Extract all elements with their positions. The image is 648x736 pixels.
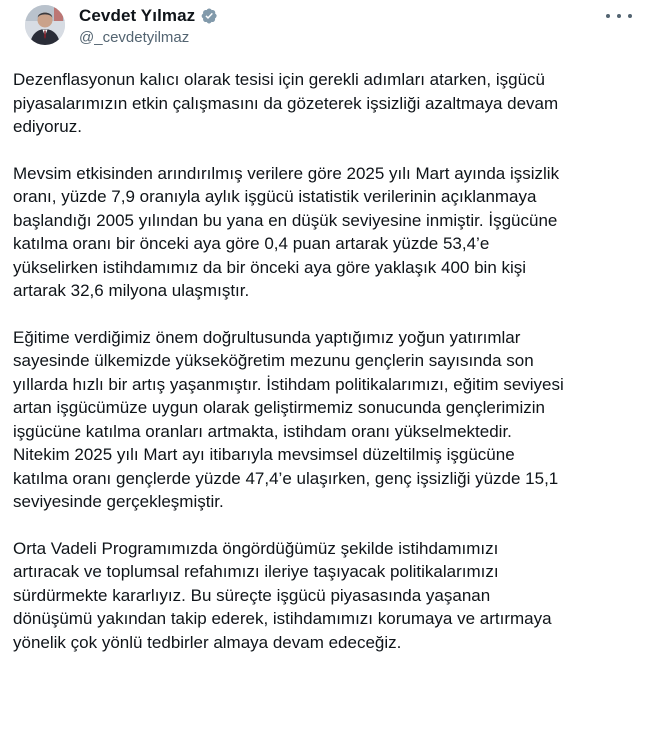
dot xyxy=(617,14,621,18)
text-line: piyasalarımızın etkin çalışmasını da gözeterek işsizliği azaltmaya devam xyxy=(13,93,559,113)
avatar[interactable] xyxy=(25,5,65,45)
author-handle[interactable]: @_cevdetyilmaz xyxy=(79,29,190,46)
author-block xyxy=(79,5,218,46)
text-line: artıracak ve toplumsal refahımızı ileriye taşıyacak politikalarımızı xyxy=(13,562,499,581)
text-line: dönüşümü yakından takip ederek, istihdamımızı korumaya ve artırmaya xyxy=(13,609,552,628)
dot xyxy=(606,14,610,18)
text-line: yönelik çok yönlü tedbirler almaya devam edeceğiz. xyxy=(13,632,402,652)
paragraph-3 xyxy=(13,326,635,514)
text-line: artan işgücümüze uygun olarak geliştirmemiz sonucunda gençlerimizin xyxy=(13,398,545,417)
more-options-icon[interactable] xyxy=(606,6,632,26)
avatar-image xyxy=(25,5,65,45)
text-line: seviyesinde gerçekleşmiştir. xyxy=(13,492,224,511)
display-name[interactable]: Cevdet Yılmaz xyxy=(79,6,196,25)
post-header xyxy=(12,0,648,58)
text-line: artarak 32,6 milyona ulaşmıştır. xyxy=(13,281,250,300)
paragraph-2 xyxy=(13,162,635,303)
verified-badge-icon xyxy=(200,7,218,25)
post-text xyxy=(13,68,635,677)
paragraph-4 xyxy=(13,537,635,655)
text-line: yıllarda hızlı bir artış yaşanmıştır. İstihdam politikalarımızı, eğitim seviyesi xyxy=(13,374,564,394)
text-line: katılma oranı gençlerde yüzde 47,4’e ulaşırken, genç işsizliği yüzde 15,1 xyxy=(13,468,559,488)
text-line: Orta Vadeli Programımızda öngördüğümüz şekilde istihdamımızı xyxy=(13,538,499,558)
text-line: yükselirken istihdamımız da bir önceki aya göre yaklaşık 400 bin kişi xyxy=(13,257,527,277)
display-name-row xyxy=(79,5,218,27)
text-line: işgücüne katılma oranları artmakta, istihdam oranı yükselmektedir. xyxy=(13,421,512,441)
text-line: Dezenflasyonun kalıcı olarak tesisi için gerekli adımları atarken, işgücü xyxy=(13,70,545,89)
paragraph-1 xyxy=(13,68,635,139)
text-line: başlandığı 2005 yılından bu yana en düşük seviyesine inmiştir. İşgücüne xyxy=(13,210,558,230)
dot xyxy=(628,14,632,18)
text-line: katılma oranı bir önceki aya göre 0,4 puan artarak yüzde 53,4’e xyxy=(13,234,490,253)
text-line: sayesinde ülkemizde yükseköğretim mezunu gençlerin sayısında son xyxy=(13,351,534,370)
text-line: oranı, yüzde 7,9 oranıyla aylık işgücü istatistik verilerinin açıklanmaya xyxy=(13,187,537,206)
text-line: Eğitime verdiğimiz önem doğrultusunda yaptığımız yoğun yatırımlar xyxy=(13,327,521,347)
text-line: sürdürmekte kararlıyız. Bu süreçte işgücü piyasasında yaşanan xyxy=(13,585,491,605)
text-line: ediyoruz. xyxy=(13,117,82,136)
text-line: Mevsim etkisinden arındırılmış verilere göre 2025 yılı Mart ayında işsizlik xyxy=(13,163,560,183)
text-line: Nitekim 2025 yılı Mart ayı itibarıyla mevsimsel düzeltilmiş işgücüne xyxy=(13,445,515,464)
